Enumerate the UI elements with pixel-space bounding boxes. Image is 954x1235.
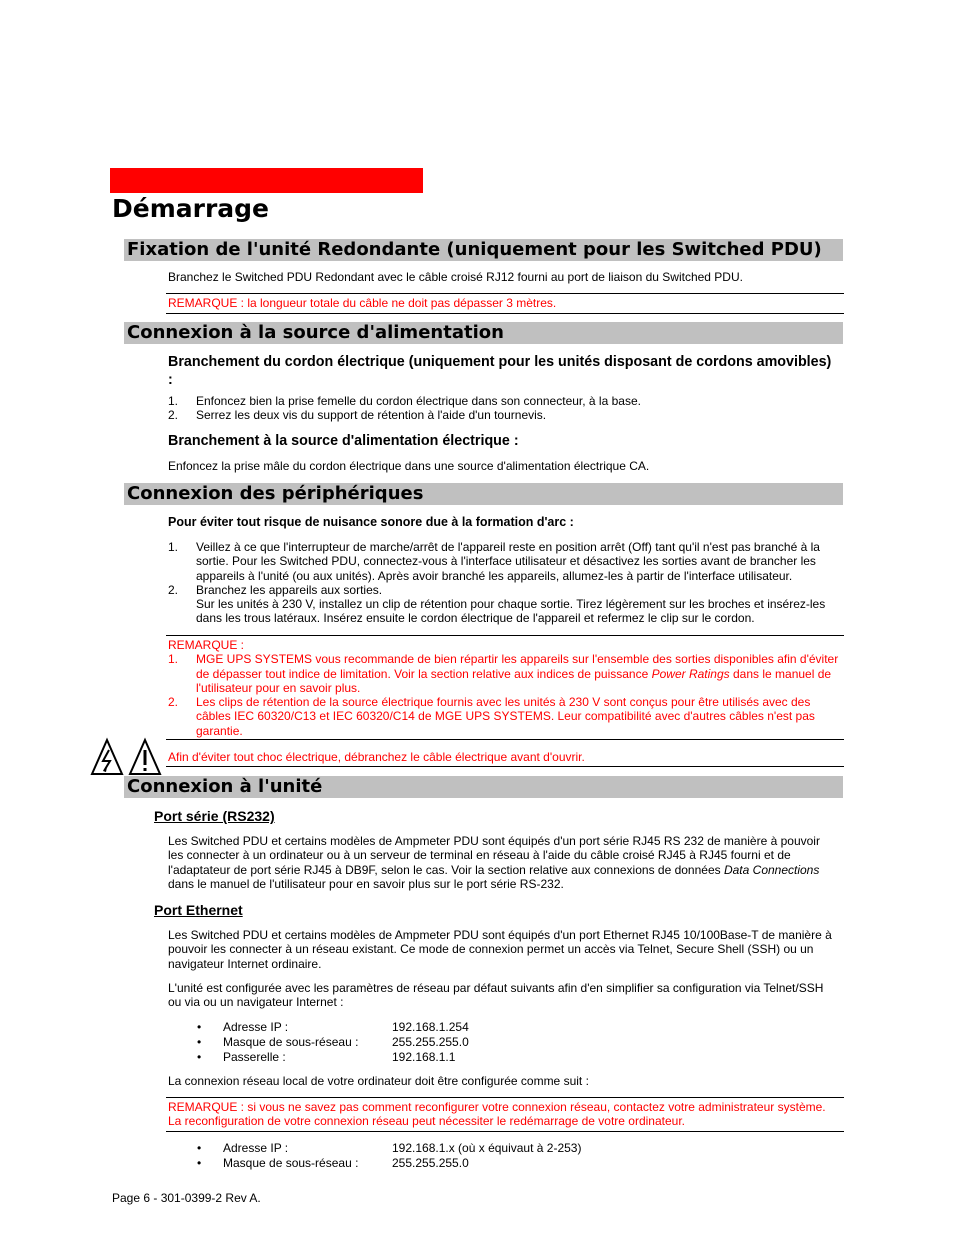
power-source-subheading: Branchement à la source d'alimentation électrique :	[168, 433, 519, 449]
list-item: • Adresse IP : 192.168.1.254	[197, 1020, 469, 1034]
page-title: Démarrage	[112, 194, 270, 223]
list-item: 1. Veillez à ce que l'interrupteur de marche/arrêt de l'appareil reste en position arrêt (Off) tant qu'il n'est pas branché à la sortie. Pour les Switched PDU, connectez-vous à l'interface utilisateur et désactivez les sorties avant de brancher les appareils à l'unité (ou aux unités). Après avoir branché les appareils, allumez-les à partir de l'interface utilisateur.	[168, 540, 820, 583]
list-item: 1. Enfoncez bien la prise femelle du cordon électrique dans son connecteur, à la base.	[168, 394, 641, 408]
list-item: 2. Les clips de rétention de la source électrique fournis avec les unités à 230 V sont conçus pour être utilisés avec des câbles IEC 60320/C13 et IEC 60320/C14 de MGE UPS SYSTEMS. Leur compatibilité avec d'autres câbles n'est pas garantie.	[168, 695, 815, 738]
local-network-list	[168, 1141, 844, 1171]
peripheral-notes: REMARQUE : 1. MGE UPS SYSTEMS vous recommande de bien répartir les appareils sur l'ensemble des sorties disponibles afin d'éviter de dépasser tout indice de limitation. Voir la section relative aux indices de puissance Power Ratings dans le manuel de l'utilisateur pour en savoir plus. 2. Les clips de rétention de la source électrique fournis avec les unités à 230 V sont conçus pour être utilisés avec des câbles IEC 60320/C13 et IEC 60320/C14 de MGE UPS SYSTEMS. Leur compatibilité avec d'autres câbles n'est pas garantie.	[168, 638, 839, 738]
peripheral-steps	[168, 540, 840, 626]
list-item: • Passerelle : 192.168.1.1	[197, 1050, 456, 1064]
note-rule-bottom	[166, 1131, 844, 1132]
serial-port-text: Les Switched PDU et certains modèles de Ampmeter PDU sont équipés d'un port série RJ45 RS 232 de manière à pouvoir les connecter à un ordinateur ou à un serveur de terminal en réseau à l'aide du câble croisé RJ45 à RJ45 fourni et de l'adaptateur de port série RJ45 à DB9F, selon le cas. Voir la section relative aux connexions de données Data Connections dans le manuel de l'utilisateur pour en savoir plus sur le port série RS-232.	[168, 834, 820, 891]
note-rule-bottom	[166, 313, 844, 314]
ethernet-port-heading: Port Ethernet	[154, 902, 243, 918]
list-item: • Masque de sous-réseau : 255.255.255.0	[197, 1035, 469, 1049]
section-heading-redundant: Fixation de l'unité Redondante (uniquement pour les Switched PDU)	[124, 239, 843, 261]
redundant-text: Branchez le Switched PDU Redondant avec le câble croisé RJ12 fourni au port de liaison du Switched PDU.	[168, 270, 743, 284]
page-footer: Page 6 - 301-0399-2 Rev A.	[112, 1191, 261, 1205]
ethernet-text: Les Switched PDU et certains modèles de Ampmeter PDU sont équipés d'un port Ethernet RJ45 10/100Base-T de manière à pouvoir les connecter à un réseau existant. Ce mode de connexion permet un accès via Telnet, Secure Shell (SSH) ou un navigateur Internet ordinaire.	[168, 928, 832, 971]
ethernet-defaults-intro: L'unité est configurée avec les paramètres de réseau par défaut suivants afin d'en simplifier sa configuration via Telnet/SSH ou via ou un navigateur Internet :	[168, 981, 824, 1010]
reconfigure-note: REMARQUE : si vous ne savez pas comment reconfigurer votre connexion réseau, contactez votre administrateur système. La reconfiguration de votre connexion réseau peut nécessiter le redémarrage de votre ordinateur.	[168, 1100, 826, 1129]
cable-length-note: REMARQUE : la longueur totale du câble ne doit pas dépasser 3 mètres.	[168, 296, 557, 310]
power-cord-steps	[168, 394, 844, 423]
note-rule-top	[166, 293, 844, 294]
section-heading-power: Connexion à la source d'alimentation	[124, 322, 843, 344]
section-heading-peripherals: Connexion des périphériques	[124, 483, 843, 505]
list-item: • Masque de sous-réseau : 255.255.255.0	[197, 1156, 469, 1170]
section-heading-unit-connection: Connexion à l'unité	[124, 776, 843, 798]
note-rule-top	[166, 635, 844, 636]
shock-warning-text: Afin d'éviter tout choc électrique, débranchez le câble électrique avant d'ouvrir.	[168, 750, 585, 764]
list-item: 2. Serrez les deux vis du support de rétention à l'aide d'un tournevis.	[168, 408, 547, 423]
power-cord-subheading: Branchement du cordon électrique (uniquement pour les unités disposant de cordons amovibles) :	[168, 354, 832, 388]
local-config-intro: La connexion réseau local de votre ordinateur doit être configurée comme suit :	[168, 1074, 589, 1088]
arc-subheading: Pour éviter tout risque de nuisance sonore due à la formation d'arc :	[168, 515, 574, 529]
note-rule-top	[166, 1097, 844, 1098]
list-item: • Adresse IP : 192.168.1.x (où x équivaut à 2-253)	[197, 1141, 582, 1155]
caution-icon	[128, 737, 164, 777]
warning-rule-bottom	[166, 766, 844, 767]
serial-port-heading: Port série (RS232)	[154, 808, 275, 824]
default-network-list	[168, 1020, 844, 1065]
red-header-bar	[110, 168, 423, 193]
warning-rule-top	[166, 739, 844, 740]
power-source-text: Enfoncez la prise mâle du cordon électrique dans une source d'alimentation électrique CA.	[168, 459, 650, 473]
list-item: 2. Branchez les appareils aux sorties. Sur les unités à 230 V, installez un clip de rétention pour chaque sortie. Tirez légèrement sur les broches et insérez-les dans les trous latéraux. Insérez ensuite le cordon électrique de l'appareil et refermez le clip sur le cordon.	[168, 582, 826, 626]
list-item: 1. MGE UPS SYSTEMS vous recommande de bien répartir les appareils sur l'ensemble des sorties disponibles afin d'éviter de dépasser tout indice de limitation. Voir la section relative aux indices de puissance Power Ratings dans le manuel de l'utilisateur pour en savoir plus.	[168, 652, 839, 695]
